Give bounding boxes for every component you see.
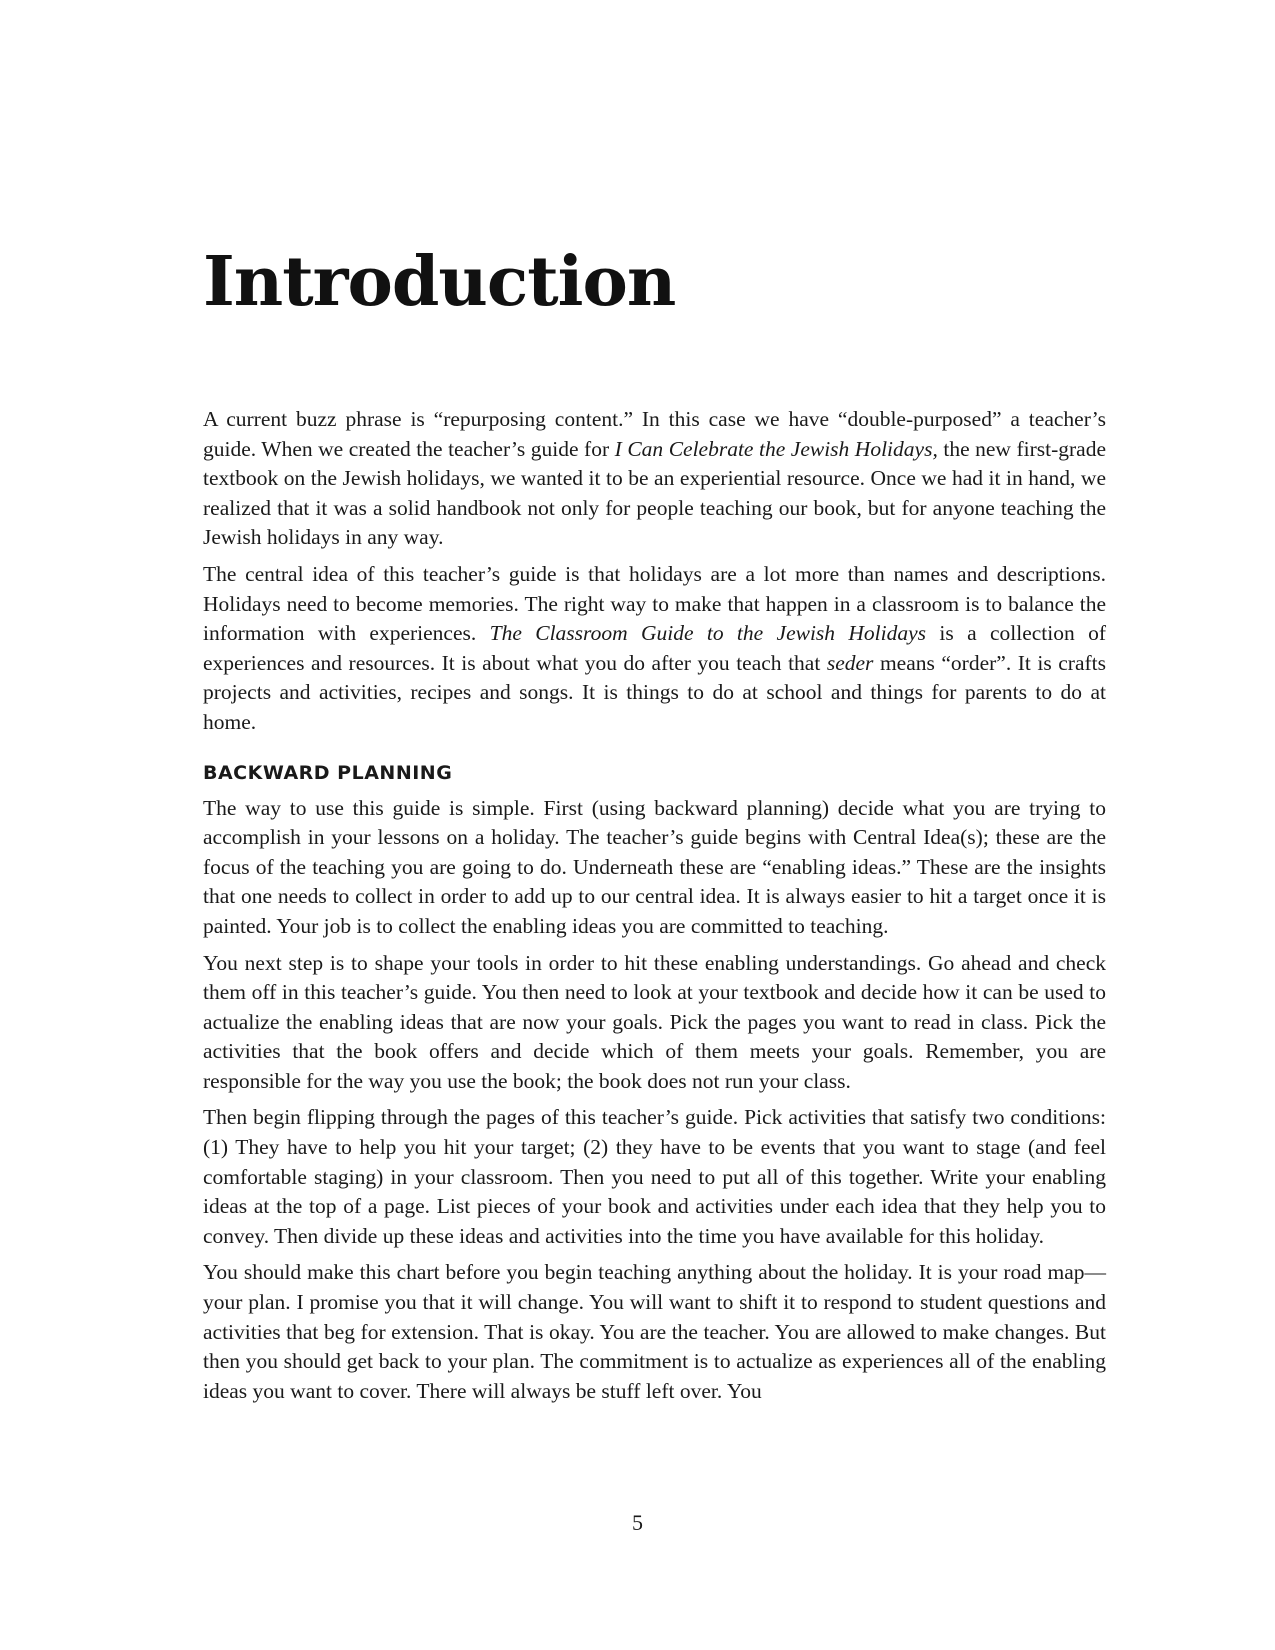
body-text bbox=[203, 405, 1106, 1413]
chapter-title: Introduction bbox=[203, 242, 676, 322]
section-paragraph-4: You should make this chart before you begin teaching anything about the holiday. It is your road map—your plan. I promise you that it will change. You will want to shift it to respond to student questions and activities that beg for extension. That is okay. You are the teacher. You are allowed to make changes. But then you should get back to your plan. The commitment is to actualize as experiences all of the enabling ideas you want to cover. There will always be stuff left over. You bbox=[203, 1260, 1106, 1403]
text-segment: the new first-grade textbook on the Jewish holidays, we wanted it to be an experiential resource. Once we had it in hand, we realized that it was a solid handbook not only for people teaching our book, but for anyone teaching the Jewish holidays in any way. bbox=[203, 436, 1107, 550]
section-paragraph-1: The way to use this guide is simple. First (using backward planning) decide what you are trying to accomplish in your lessons on a holiday. The teacher’s guide begins with Central Idea(s); these are the focus of the teaching you are going to do. Underneath these are “enabling ideas.” These are the insights that one needs to collect in order to add up to our central idea. It is always easier to hit a target once it is painted. Your job is to collect the enabling ideas you are committed to teaching. bbox=[203, 795, 1106, 938]
text-segment: is a collection of experiences and resources. It is about what you do after you teach that bbox=[203, 621, 1107, 675]
section-heading: BACKWARD PLANNING bbox=[203, 761, 453, 784]
book-title-italic: I Can Celebrate the Jewish Holidays, bbox=[614, 436, 938, 461]
seder-italic: seder bbox=[826, 650, 874, 675]
intro-paragraph-1 bbox=[203, 405, 1106, 553]
guide-title-italic: The Classroom Guide to the Jewish Holidays bbox=[489, 621, 927, 646]
page-number: 5 bbox=[632, 1510, 643, 1535]
text-segment: means “order”. It is crafts projects and activities, recipes and songs. It is things to do at school and things for parents to do at home. bbox=[203, 650, 1106, 734]
section-paragraph-3: Then begin flipping through the pages of this teacher’s guide. Pick activities that satisfy two conditions: (1) They have to help you hit your target; (2) they have to be events that you want to stage (and feel comfortable staging) in your classroom. Then you need to put all of this together. Write your enabling ideas at the top of a page. List pieces of your book and activities under each idea that they help you to convey. Then divide up these ideas and activities into the time you have available for this holiday. bbox=[203, 1105, 1106, 1248]
text-segment: The central idea of this teacher’s guide is that holidays are a lot more than names and descriptions. Holidays need to become memories. The right way to make that happen in a classroom is to balance the information with experiences. bbox=[203, 561, 1106, 646]
text-segment: A current buzz phrase is “repurposing content.” In this case we have “double-purposed” a teacher’s guide. When we created the teacher’s guide for bbox=[203, 407, 1106, 461]
section-paragraph-2: You next step is to shape your tools in order to hit these enabling understandings. Go ahead and check them off in this teacher’s guide. You then need to look at your textbook and decide how it can be used to actualize the enabling ideas that are now your goals. Pick the pages you want to read in class. Pick the activities that the book offers and decide which of them meets your goals. Remember, you are responsible for the way you use the book; the book does not run your class. bbox=[203, 950, 1106, 1093]
intro-paragraph-2 bbox=[203, 560, 1106, 738]
